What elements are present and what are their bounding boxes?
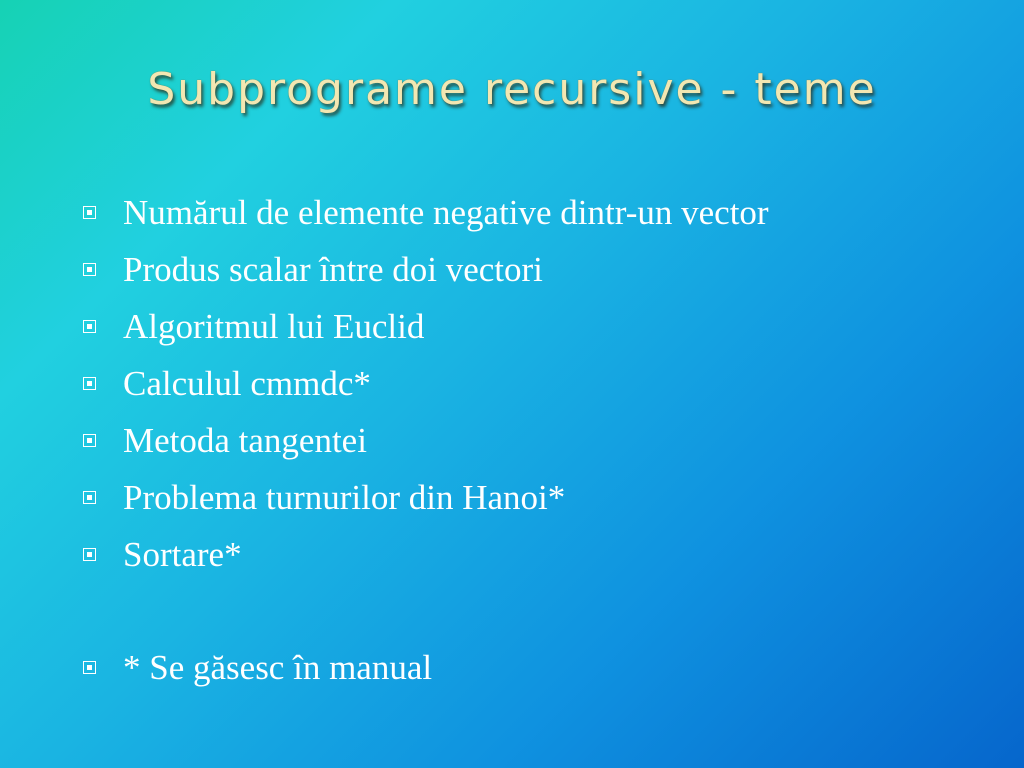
bullet-item <box>80 412 980 469</box>
bullet-item <box>80 355 980 412</box>
square-bullet-icon <box>83 491 96 504</box>
bullet-list <box>80 184 980 696</box>
bullet-text: Sortare* <box>123 534 242 574</box>
square-bullet-icon <box>83 548 96 561</box>
square-bullet-icon <box>83 434 96 447</box>
bullet-text: Produs scalar între doi vectori <box>123 249 543 289</box>
footnote-item <box>80 639 980 696</box>
square-bullet-icon <box>83 263 96 276</box>
bullet-item <box>80 469 980 526</box>
bullet-text: Metoda tangentei <box>123 420 367 460</box>
bullet-text: Algoritmul lui Euclid <box>123 306 425 346</box>
footnote-text: * Se găsesc în manual <box>123 647 433 687</box>
bullet-item <box>80 184 980 241</box>
bullet-text: Problema turnurilor din Hanoi* <box>123 477 566 517</box>
square-bullet-icon <box>83 320 96 333</box>
bullet-item <box>80 526 980 583</box>
bullet-item <box>80 298 980 355</box>
square-bullet-icon <box>83 661 96 674</box>
bullet-item <box>80 241 980 298</box>
bullet-text: Numărul de elemente negative dintr-un vector <box>123 192 769 232</box>
bullet-text: Calculul cmmdc* <box>123 363 371 403</box>
square-bullet-icon <box>83 206 96 219</box>
slide-title: Subprograme recursive - teme <box>147 64 877 115</box>
square-bullet-icon <box>83 377 96 390</box>
